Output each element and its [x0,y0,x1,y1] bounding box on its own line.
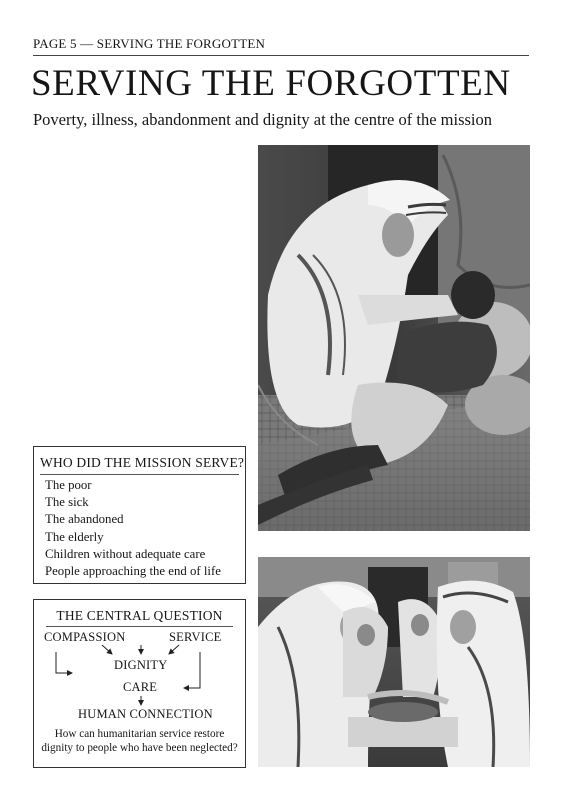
list-item: People approaching the end of life [45,564,221,579]
central-question-title: THE CENTRAL QUESTION [56,608,223,623]
diagram-dignity: DIGNITY [114,658,168,672]
who-served-title: WHO DID THE MISSION SERVE? [40,455,245,470]
page-subtitle: Poverty, illness, abandonment and dignity at the centre of the mission [33,110,493,129]
question-line-2: dignity to people who have been neglected? [41,741,238,754]
diagram-service: SERVICE [169,630,222,644]
header-divider [33,55,529,56]
arrow-service-dignity [169,645,179,654]
list-item: The abandoned [45,512,124,527]
list-item: The poor [45,478,92,492]
diagram-care: CARE [123,680,158,694]
who-served-list [45,477,221,580]
arrow-service-loop [184,652,200,688]
page-title: SERVING THE FORGOTTEN [31,63,511,104]
photo-nuns-caring-for-infant [258,557,530,767]
question-line-1: How can humanitarian service restore [54,728,225,740]
central-question-text [36,728,243,755]
central-question-box [33,599,246,768]
list-item: The elderly [45,529,104,544]
diagram-human-connection: HUMAN CONNECTION [78,707,213,721]
list-item: Children without adequate care [45,546,206,561]
running-head: PAGE 5 — SERVING THE FORGOTTEN [33,36,266,51]
photo-top-image [258,145,530,531]
who-served-box [33,446,246,584]
diagram-compassion: COMPASSION [44,630,126,644]
arrow-compassion-loop [56,652,72,673]
arrow-compassion-dignity [102,645,112,654]
photo-bottom-image [258,557,530,767]
list-item: The sick [45,495,89,510]
who-served-divider [40,474,239,475]
photo-nun-tending-sick-man [258,145,530,531]
